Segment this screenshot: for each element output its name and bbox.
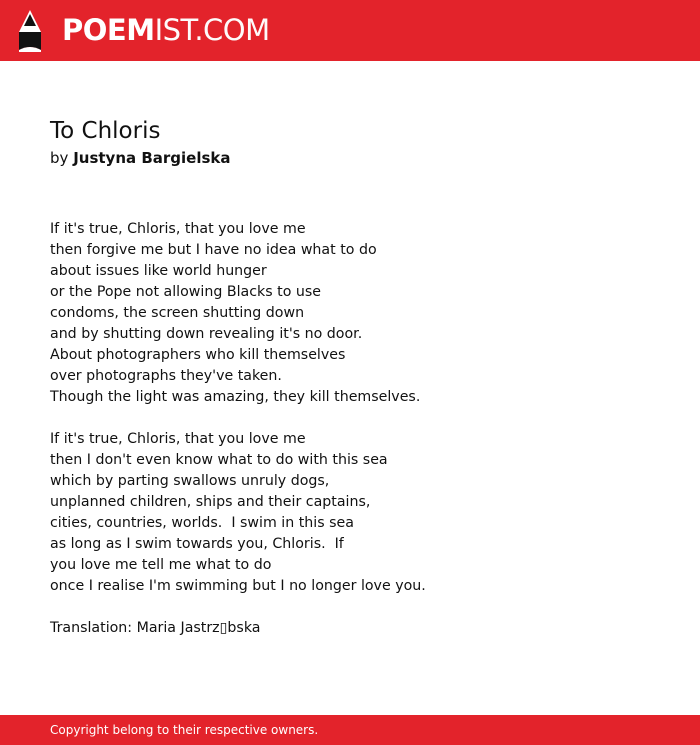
byline [50, 148, 670, 168]
translation-credit: Translation: Maria Jastrz▯bska [50, 620, 261, 636]
author-name[interactable]: Justyna Bargielska [73, 149, 231, 167]
site-logo[interactable] [62, 13, 270, 47]
poem-line: or the Pope not allowing Blacks to use [50, 284, 321, 300]
poem-line: then forgive me but I have no idea what to do [50, 242, 377, 258]
site-footer [0, 715, 700, 745]
poem-line: condoms, the screen shutting down [50, 305, 305, 321]
poem-line: then I don't even know what to do with this sea [50, 452, 388, 468]
brand-light: IST.COM [154, 13, 270, 47]
poem-line: About photographers who kill themselves [50, 347, 346, 363]
poem-line: which by parting swallows unruly dogs, [50, 473, 330, 489]
poem-line: If it's true, Chloris, that you love me [50, 221, 306, 237]
by-label: by [50, 149, 69, 167]
brand-bold: POEM [62, 13, 155, 47]
poem-line: you love me tell me what to do [50, 557, 272, 573]
poem-line: and by shutting down revealing it's no door. [50, 326, 363, 342]
poem-line: unplanned children, ships and their captains, [50, 494, 371, 510]
stanza [50, 219, 670, 408]
poem-line: If it's true, Chloris, that you love me [50, 431, 306, 447]
copyright-notice: Copyright belong to their respective owners. [50, 723, 319, 737]
stanza [50, 429, 670, 597]
poem-content [50, 117, 670, 639]
poem-line: once I realise I'm swimming but I no longer love you. [50, 578, 426, 594]
poem-line: about issues like world hunger [50, 263, 267, 279]
poem-line: over photographs they've taken. [50, 368, 282, 384]
poem-line: cities, countries, worlds. I swim in this sea [50, 515, 354, 531]
site-header [0, 0, 700, 61]
poem-title: To Chloris [50, 118, 161, 144]
poem-line: as long as I swim towards you, Chloris. If [50, 536, 344, 552]
poem-line: Though the light was amazing, they kill themselves. [50, 389, 421, 405]
pencil-tip-icon[interactable] [17, 10, 43, 52]
poem-body [50, 219, 670, 639]
